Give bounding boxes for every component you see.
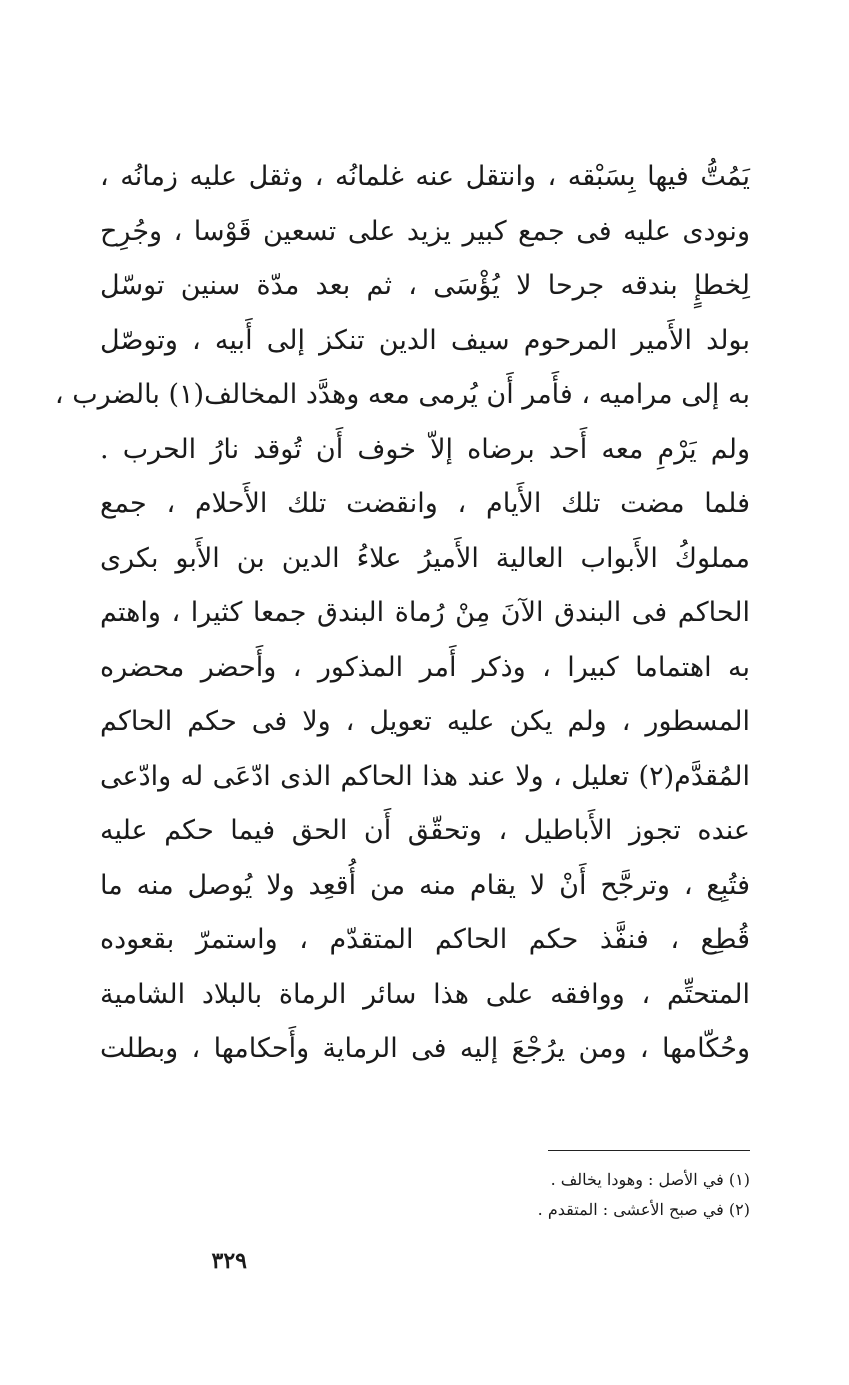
text-line: فتُبِع ، وترجَّح أَنْ لا يقام منه من أُقعِد ولا يُوصل منه ما xyxy=(100,869,750,901)
text-line: المتحتِّم ، ووافقه على هذا سائر الرماة بالبلاد الشامية xyxy=(100,978,750,1010)
text-line: ونودى عليه فى جمع كبير يزيد على تسعين قَوْسا ، وجُرِح xyxy=(100,215,750,247)
text-line: المسطور ، ولم يكن عليه تعويل ، ولا فى حكم الحاكم xyxy=(100,706,750,737)
footnote-separator xyxy=(548,1150,750,1151)
text-line: لِخطإٍ بندقه جرحا لا يُؤْسَى ، ثم بعد مدّة سنين توسّل xyxy=(100,270,750,301)
text-line: بولد الأَمير المرحوم سيف الدين تنكز إلى أَبيه ، وتوصّل xyxy=(100,324,750,356)
footnote-2: (٢) في صبح الأعشى : المتقدم . xyxy=(537,1200,750,1219)
page-number: ٣٢٩ xyxy=(211,1248,247,1274)
text-line: يَمُتُّ فيها بِسَبْقه ، وانتقل عنه غلمانُه ، وثقل عليه زمانُه ، xyxy=(100,161,750,192)
footnote-1: (١) في الأصل : وهودا يخالف . xyxy=(550,1170,750,1189)
footnotes xyxy=(300,1165,750,1225)
text-line: عنده تجوز الأَباطيل ، وتحقّق أَن الحق فيما حكم عليه xyxy=(100,815,750,846)
text-line: ولم يَرْمِ معه أَحد برضاه إلاّ خوف أَن تُوقد نارُ الحرب . xyxy=(100,433,750,465)
text-line: المُقدَّم(٢) تعليل ، ولا عند هذا الحاكم الذى ادّعَى له وادّعى xyxy=(100,760,750,792)
text-line: وحُكّامها ، ومن يرُجْعَ إليه فى الرماية وأَحكامها ، وبطلت xyxy=(100,1033,750,1064)
text-line: مملوكُ الأَبواب العالية الأَميرُ علاءُ الدين بن الأَبو بكرى xyxy=(100,542,750,574)
text-line: الحاكم فى البندق الآنَ مِنْ رُماة البندق جمعا كثيرا ، واهتم xyxy=(100,597,750,628)
text-line: قُطِع ، فنفَّذ حكم الحاكم المتقدّم ، واستمرّ بقعوده xyxy=(100,924,750,955)
text-line: به إلى مراميه ، فأَمر أَن يُرمى معه وهدَّد المخالف(١) بالضرب ، xyxy=(54,379,750,410)
text-line: به اهتماما كبيرا ، وذكر أَمر المذكور ، وأَحضر محضره xyxy=(100,651,750,683)
text-line: فلما مضت تلك الأَيام ، وانقضت تلك الأَحلام ، جمع xyxy=(100,488,750,519)
main-text xyxy=(54,150,750,1077)
